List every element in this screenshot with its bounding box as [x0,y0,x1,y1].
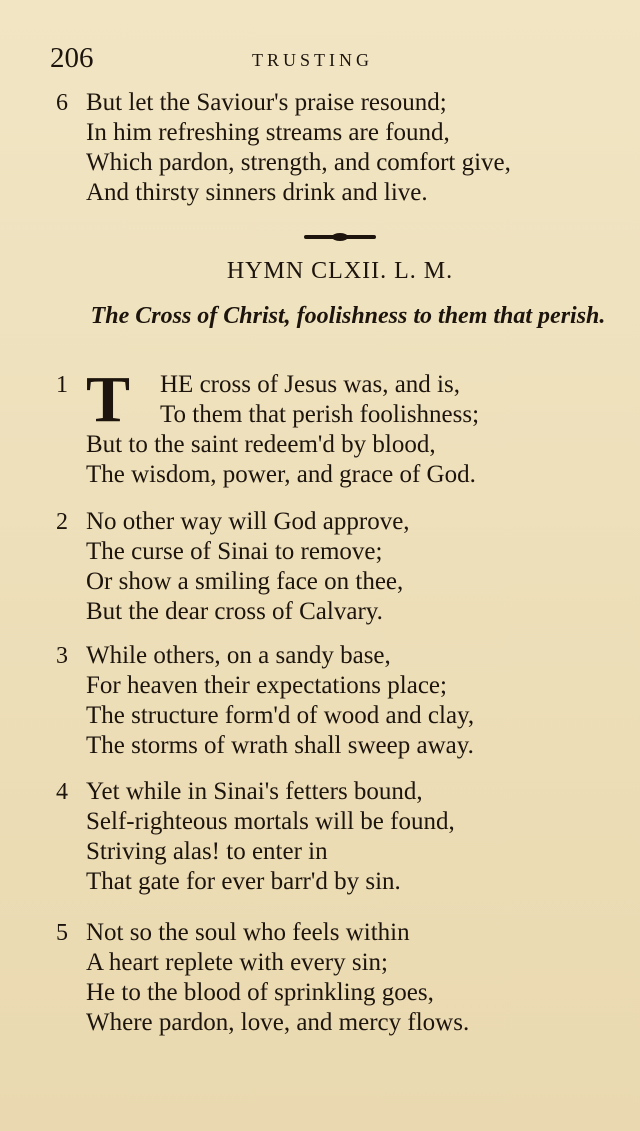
stanza-number: 5 [56,920,68,946]
stanza-line: The wisdom, power, and grace of God. [86,461,476,488]
stanza-number: 3 [56,643,68,669]
stanza-number: 6 [56,90,68,116]
stanza-line: But let the Saviour's praise resound; [86,89,447,116]
stanza-line: Self-righteous mortals will be found, [86,808,455,835]
stanza-line: In him refreshing streams are found, [86,119,450,146]
stanza-line: Which pardon, strength, and comfort give, [86,149,511,176]
stanza-line: That gate for ever barr'd by sin. [86,868,401,895]
stanza-line: While others, on a sandy base, [86,642,391,669]
stanza-line: HE cross of Jesus was, and is, [160,371,460,398]
hymn-subtitle: The Cross of Christ, foolishness to them that perish. [90,303,606,329]
hymn-title: HYMN CLXII. L. M. [226,258,454,284]
stanza-line: But to the saint redeem'd by blood, [86,431,436,458]
stanza-line: But the dear cross of Calvary. [86,598,383,625]
stanza-line: Yet while in Sinai's fetters bound, [86,778,423,805]
stanza-line: A heart replete with every sin; [86,949,388,976]
stanza-line: Striving alas! to enter in [86,838,328,865]
stanza-line: He to the blood of sprinkling goes, [86,979,434,1006]
stanza-line: Where pardon, love, and mercy flows. [86,1009,470,1036]
page-number: 206 [50,42,94,74]
stanza-line: No other way will God approve, [86,508,410,535]
drop-cap: T [86,363,131,436]
stanza-line: And thirsty sinners drink and live. [86,179,428,206]
section-divider-ornament [304,235,376,239]
stanza-number: 2 [56,509,68,535]
stanza-line: The storms of wrath shall sweep away. [86,732,474,759]
stanza-line: Not so the soul who feels within [86,919,410,946]
stanza-line: For heaven their expectations place; [86,672,447,699]
stanza-line: The curse of Sinai to remove; [86,538,383,565]
stanza-line: The structure form'd of wood and clay, [86,702,475,729]
running-title: TRUSTING [252,50,373,70]
stanza-line: Or show a smiling face on thee, [86,568,404,595]
stanza-line: To them that perish foolishness; [160,401,480,428]
stanza-number: 4 [56,779,68,805]
page-header [50,40,610,76]
stanza-number: 1 [56,372,68,398]
